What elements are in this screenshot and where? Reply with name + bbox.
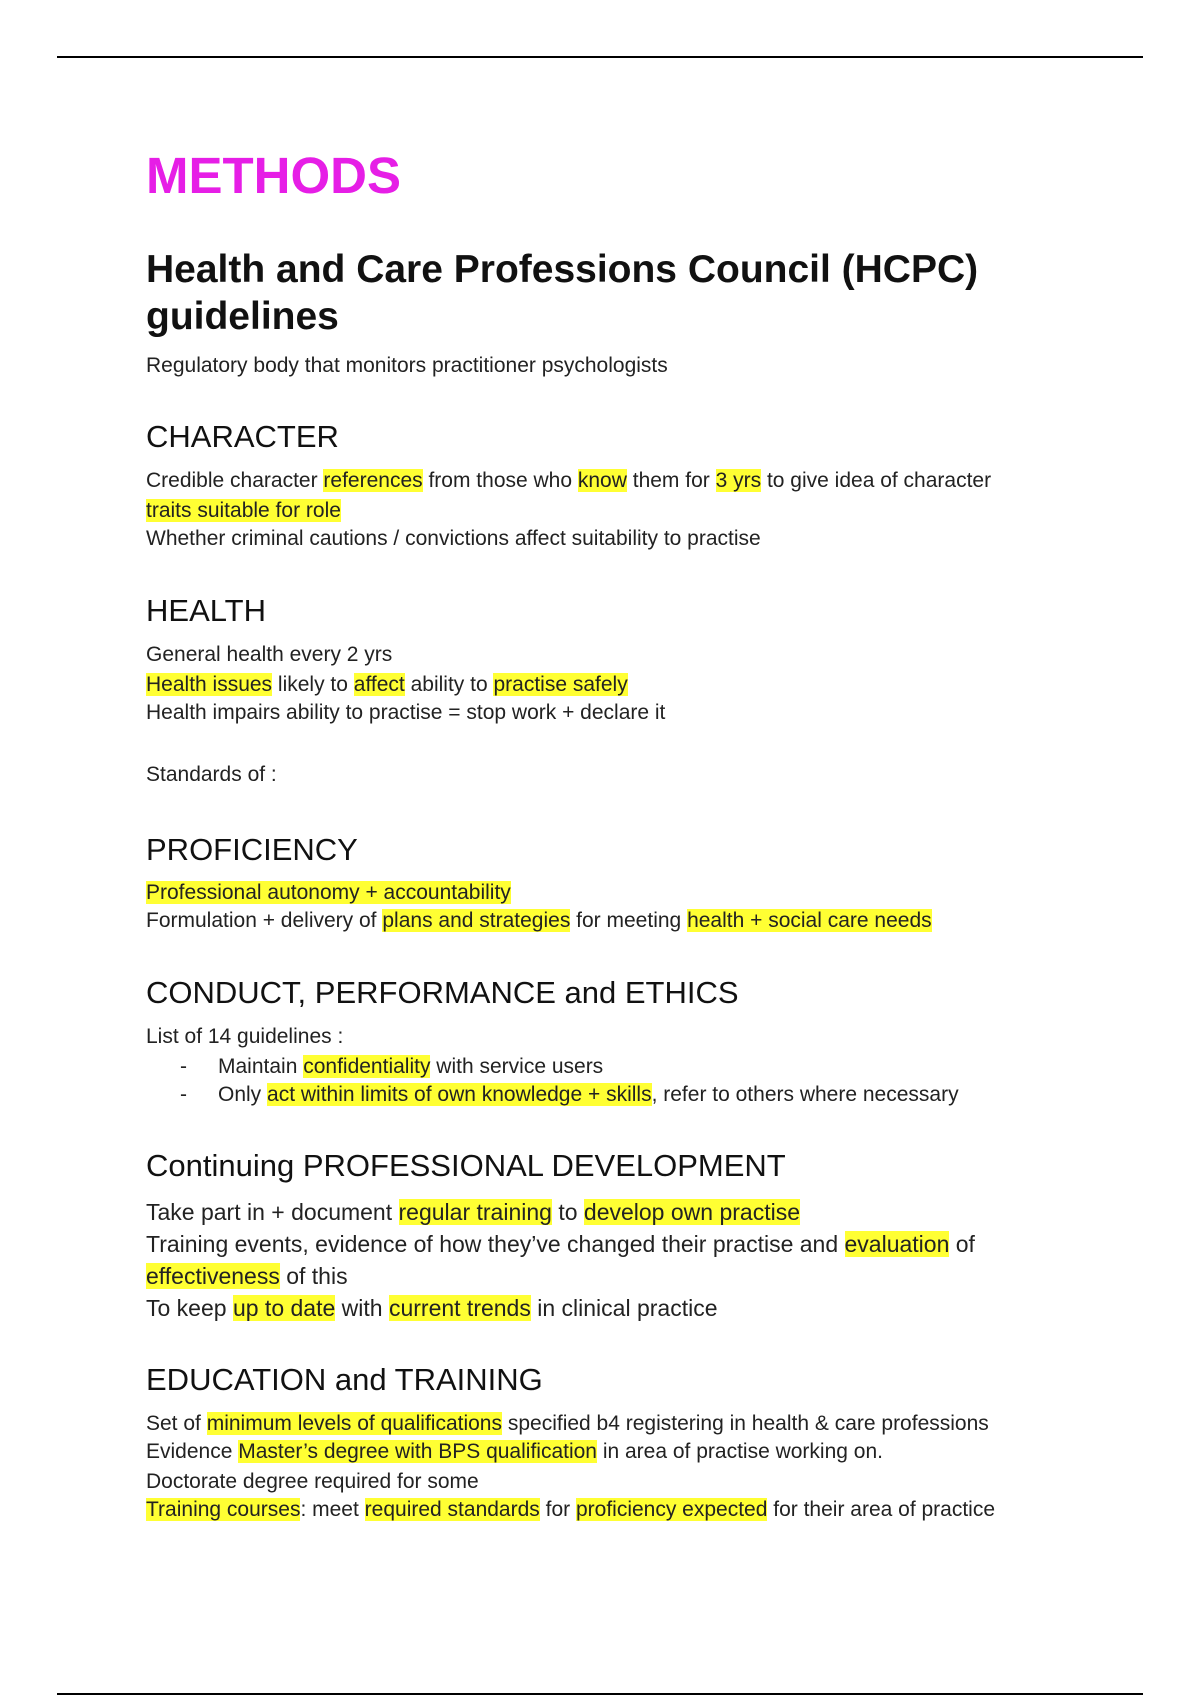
character-line-2 bbox=[146, 497, 341, 525]
text-span: of this bbox=[279, 1263, 348, 1289]
conduct-bullet-2 bbox=[180, 1081, 959, 1109]
highlighted-text: references bbox=[323, 469, 423, 492]
cpd-line-3 bbox=[146, 1260, 348, 1292]
text-span: to bbox=[551, 1199, 584, 1225]
highlighted-text: effectiveness bbox=[146, 1263, 280, 1289]
text-span: in area of practise working on. bbox=[596, 1440, 883, 1463]
document-title: METHODS bbox=[146, 147, 401, 204]
text-span: in clinical practice bbox=[530, 1295, 718, 1321]
education-line-1 bbox=[146, 1410, 989, 1438]
highlighted-text: 3 yrs bbox=[715, 469, 762, 492]
text-span: for bbox=[539, 1498, 576, 1521]
highlighted-text: proficiency expected bbox=[575, 1498, 768, 1521]
bottom-rule bbox=[57, 1693, 1143, 1695]
health-line-3: Health impairs ability to practise = stop work + declare it bbox=[146, 701, 666, 724]
bullet-marker: - bbox=[180, 1055, 187, 1078]
highlighted-text: act within limits of own knowledge + skills bbox=[267, 1083, 652, 1106]
health-line-2 bbox=[146, 671, 628, 699]
text-span: Credible character bbox=[146, 469, 324, 492]
standards-of-label: Standards of : bbox=[146, 763, 277, 786]
text-span: from those who bbox=[422, 469, 578, 492]
text-span: Only bbox=[218, 1083, 268, 1106]
proficiency-line-1 bbox=[146, 879, 511, 907]
highlighted-text: confidentiality bbox=[303, 1055, 431, 1078]
cpd-line-1 bbox=[146, 1196, 800, 1228]
character-line-1 bbox=[146, 467, 991, 495]
highlighted-text: know bbox=[577, 469, 627, 492]
text-span: , refer to others where necessary bbox=[651, 1083, 959, 1106]
main-heading: Health and Care Professions Council (HCPC) guidelines bbox=[146, 248, 979, 338]
text-span: with service users bbox=[430, 1055, 604, 1078]
text-span: : meet bbox=[300, 1498, 365, 1521]
cpd-line-2 bbox=[146, 1228, 975, 1260]
highlighted-text: Training courses bbox=[146, 1498, 301, 1521]
highlighted-text: up to date bbox=[232, 1295, 336, 1321]
text-span: for their area of practice bbox=[767, 1498, 996, 1521]
text-span: likely to bbox=[272, 673, 354, 696]
highlighted-text: Master’s degree with BPS qualification bbox=[238, 1440, 597, 1463]
top-rule bbox=[57, 56, 1143, 58]
cpd-line-4 bbox=[146, 1292, 718, 1324]
text-span: with bbox=[335, 1295, 389, 1321]
proficiency-heading: PROFICIENCY bbox=[146, 832, 358, 867]
education-line-4 bbox=[146, 1496, 995, 1524]
conduct-heading: CONDUCT, PERFORMANCE and ETHICS bbox=[146, 975, 739, 1010]
highlighted-text: Health issues bbox=[146, 673, 273, 696]
text-span: specified b4 registering in health & care professions bbox=[502, 1412, 989, 1435]
conduct-line-1: List of 14 guidelines : bbox=[146, 1025, 344, 1048]
highlighted-text: regular training bbox=[398, 1199, 552, 1225]
character-heading: CHARACTER bbox=[146, 419, 339, 454]
text-span: of bbox=[949, 1231, 975, 1257]
highlighted-text: Professional autonomy + accountability bbox=[146, 881, 511, 904]
highlighted-text: evaluation bbox=[844, 1231, 950, 1257]
highlighted-text: minimum levels of qualifications bbox=[206, 1412, 502, 1435]
text-span: for meeting bbox=[570, 909, 688, 932]
highlighted-text: develop own practise bbox=[583, 1199, 800, 1225]
highlighted-text: traits suitable for role bbox=[146, 499, 341, 522]
highlighted-text: affect bbox=[353, 673, 405, 696]
text-span: Training events, evidence of how they’ve changed their practise and bbox=[146, 1231, 845, 1257]
text-span: To keep bbox=[146, 1295, 233, 1321]
text-span: to give idea of character bbox=[761, 469, 992, 492]
highlighted-text: practise safely bbox=[493, 673, 628, 696]
health-line-1: General health every 2 yrs bbox=[146, 643, 393, 666]
text-span: them for bbox=[626, 469, 716, 492]
education-line-3: Doctorate degree required for some bbox=[146, 1470, 479, 1493]
bullet-marker: - bbox=[180, 1083, 187, 1106]
text-span: Take part in + document bbox=[146, 1199, 399, 1225]
education-heading: EDUCATION and TRAINING bbox=[146, 1362, 543, 1397]
highlighted-text: current trends bbox=[388, 1295, 531, 1321]
text-span: ability to bbox=[404, 673, 494, 696]
text-span: Formulation + delivery of bbox=[146, 909, 383, 932]
intro-text: Regulatory body that monitors practitioner psychologists bbox=[146, 354, 668, 377]
highlighted-text: health + social care needs bbox=[687, 909, 932, 932]
text-span: Evidence bbox=[146, 1440, 239, 1463]
text-span: Set of bbox=[146, 1412, 207, 1435]
education-line-2 bbox=[146, 1438, 883, 1466]
proficiency-line-2 bbox=[146, 907, 932, 935]
highlighted-text: plans and strategies bbox=[382, 909, 571, 932]
character-line-3: Whether criminal cautions / convictions affect suitability to practise bbox=[146, 527, 761, 550]
highlighted-text: required standards bbox=[364, 1498, 540, 1521]
text-span: Maintain bbox=[218, 1055, 304, 1078]
conduct-bullet-1 bbox=[180, 1053, 604, 1081]
cpd-heading: Continuing PROFESSIONAL DEVELOPMENT bbox=[146, 1148, 786, 1183]
health-heading: HEALTH bbox=[146, 593, 267, 628]
